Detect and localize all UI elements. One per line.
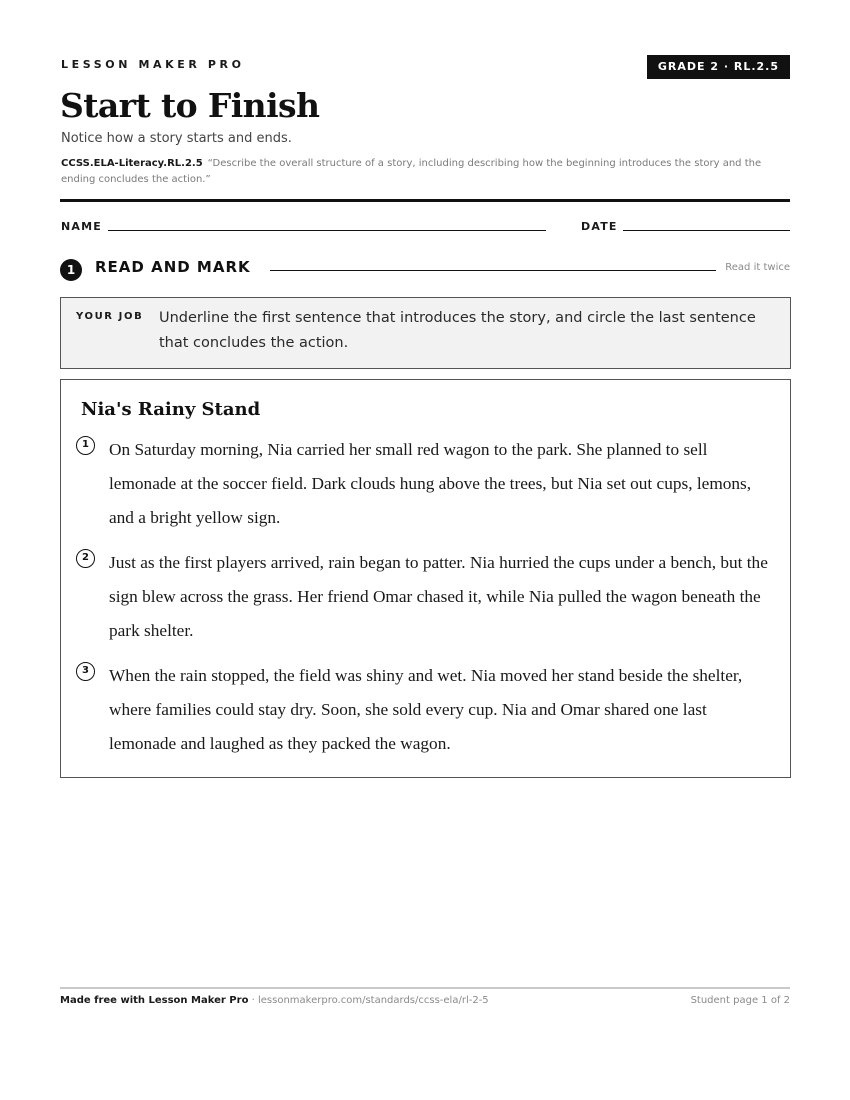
standard-code: CCSS.ELA-Literacy.RL.2.5 (61, 158, 203, 169)
standard-description: “Describe the overall structure of a story, including describing how the beginning introduces the story and the ending concludes the action.” (61, 158, 762, 185)
name-label: NAME (61, 220, 102, 233)
paragraph-text[interactable]: When the rain stopped, the field was shiny and wet. Nia moved her stand beside the shelter, where families could stay dry. Soon, she sold every cup. Nia and Omar shared one last lemonade and laughed as they packed the wagon. (109, 666, 743, 753)
section-title: READ AND MARK (95, 258, 251, 276)
section-divider (270, 270, 716, 271)
worksheet-title: Start to Finish (60, 86, 320, 125)
section-note: Read it twice (725, 262, 790, 273)
instructions-box (60, 297, 791, 369)
story-title: Nia's Rainy Stand (81, 399, 261, 420)
paragraph-text[interactable]: Just as the first players arrived, rain began to patter. Nia hurried the cups under a bench, but the sign blew across the grass. Her friend Omar chased it, while Nia pulled the wagon beneath the park shelter. (109, 553, 768, 640)
instructions-label: YOUR JOB (76, 311, 144, 322)
standard-citation (61, 156, 781, 188)
paragraph-number: 3 (76, 662, 95, 681)
paragraph-text[interactable]: On Saturday morning, Nia carried her small red wagon to the park. She planned to sell lemonade at the soccer field. Dark clouds hung above the trees, but Nia set out cups, lemons, and a bright yellow sign. (109, 440, 752, 527)
footer-url-link[interactable]: lessonmakerpro.com/standards/ccss-ela/rl-2-5 (257, 995, 489, 1006)
worksheet-subtitle: Notice how a story starts and ends. (61, 131, 292, 146)
name-field[interactable] (108, 230, 546, 231)
footer-credit (60, 995, 489, 1006)
date-field[interactable] (623, 230, 790, 231)
header-divider (60, 199, 790, 202)
footer-divider (60, 987, 790, 989)
story-passage (60, 379, 791, 778)
footer-separator: · (248, 995, 258, 1006)
brand-name: LESSON MAKER PRO (61, 58, 245, 71)
instructions-text: Underline the first sentence that introduces the story, and circle the last sentence that concludes the action. (159, 310, 756, 351)
date-label: DATE (581, 220, 618, 233)
paragraph-number: 1 (76, 436, 95, 455)
footer-page-info: Student page 1 of 2 (690, 995, 790, 1006)
footer-made-with: Made free with Lesson Maker Pro (60, 995, 249, 1006)
section-number-badge: 1 (60, 259, 82, 281)
grade-badge: GRADE 2 · RL.2.5 (647, 55, 790, 79)
paragraph-number: 2 (76, 549, 95, 568)
